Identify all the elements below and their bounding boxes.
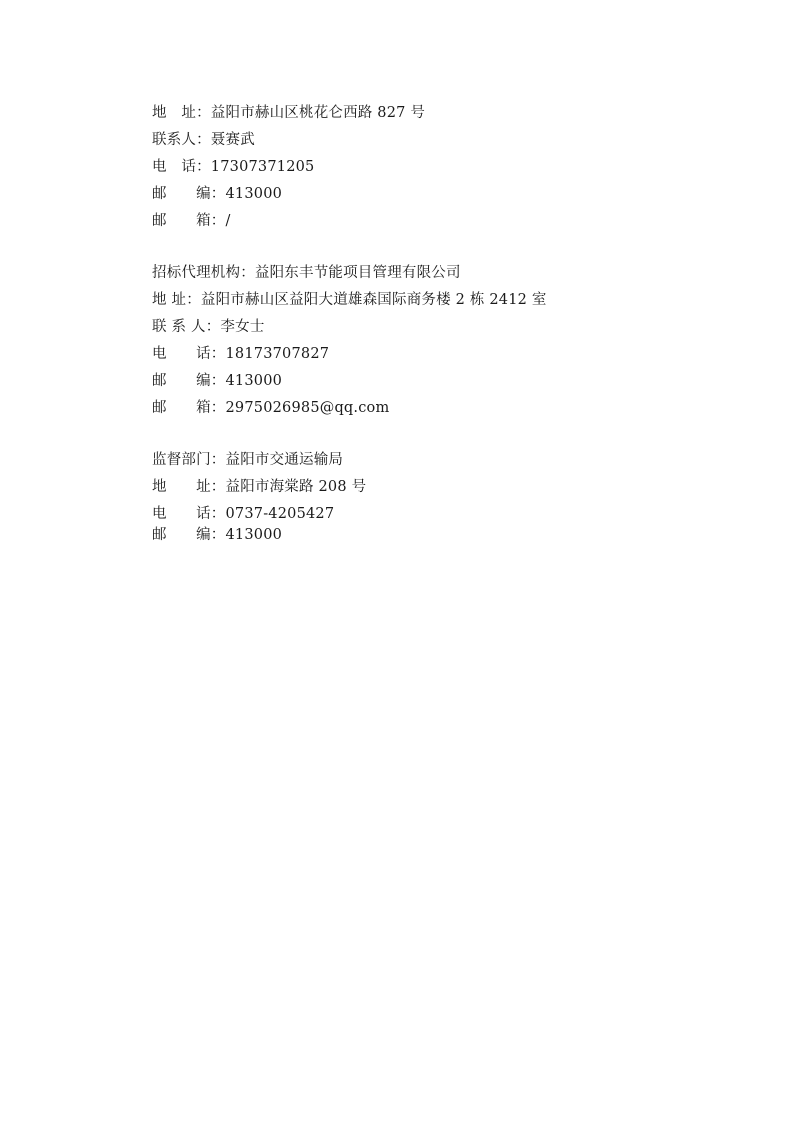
agency-phone: 电 话：18173707827 xyxy=(152,346,330,362)
agency-contact-person: 联 系 人：李女士 xyxy=(152,319,265,335)
tenderer-address: 地 址：益阳市赫山区桃花仑西路 827 号 xyxy=(152,105,426,121)
tenderer-phone: 电 话：17307371205 xyxy=(152,159,315,175)
tenderer-postcode: 邮 编：413000 xyxy=(152,186,283,202)
agency-postcode: 邮 编：413000 xyxy=(152,373,283,389)
supervisor-address: 地 址：益阳市海棠路 208 号 xyxy=(152,479,367,495)
supervisor-name: 监督部门：益阳市交通运输局 xyxy=(152,452,344,468)
agency-email: 邮 箱：2975026985@qq.com xyxy=(152,400,390,416)
agency-name: 招标代理机构：益阳东丰节能项目管理有限公司 xyxy=(152,265,461,281)
agency-address: 地 址：益阳市赫山区益阳大道雄森国际商务楼 2 栋 2412 室 xyxy=(152,292,547,308)
tenderer-contact-person: 联系人：聂赛武 xyxy=(152,132,255,148)
tenderer-email: 邮 箱：/ xyxy=(152,213,231,229)
supervisor-postcode: 邮 编：413000 xyxy=(152,527,283,543)
supervisor-phone: 电 话：0737-4205427 xyxy=(152,506,335,522)
